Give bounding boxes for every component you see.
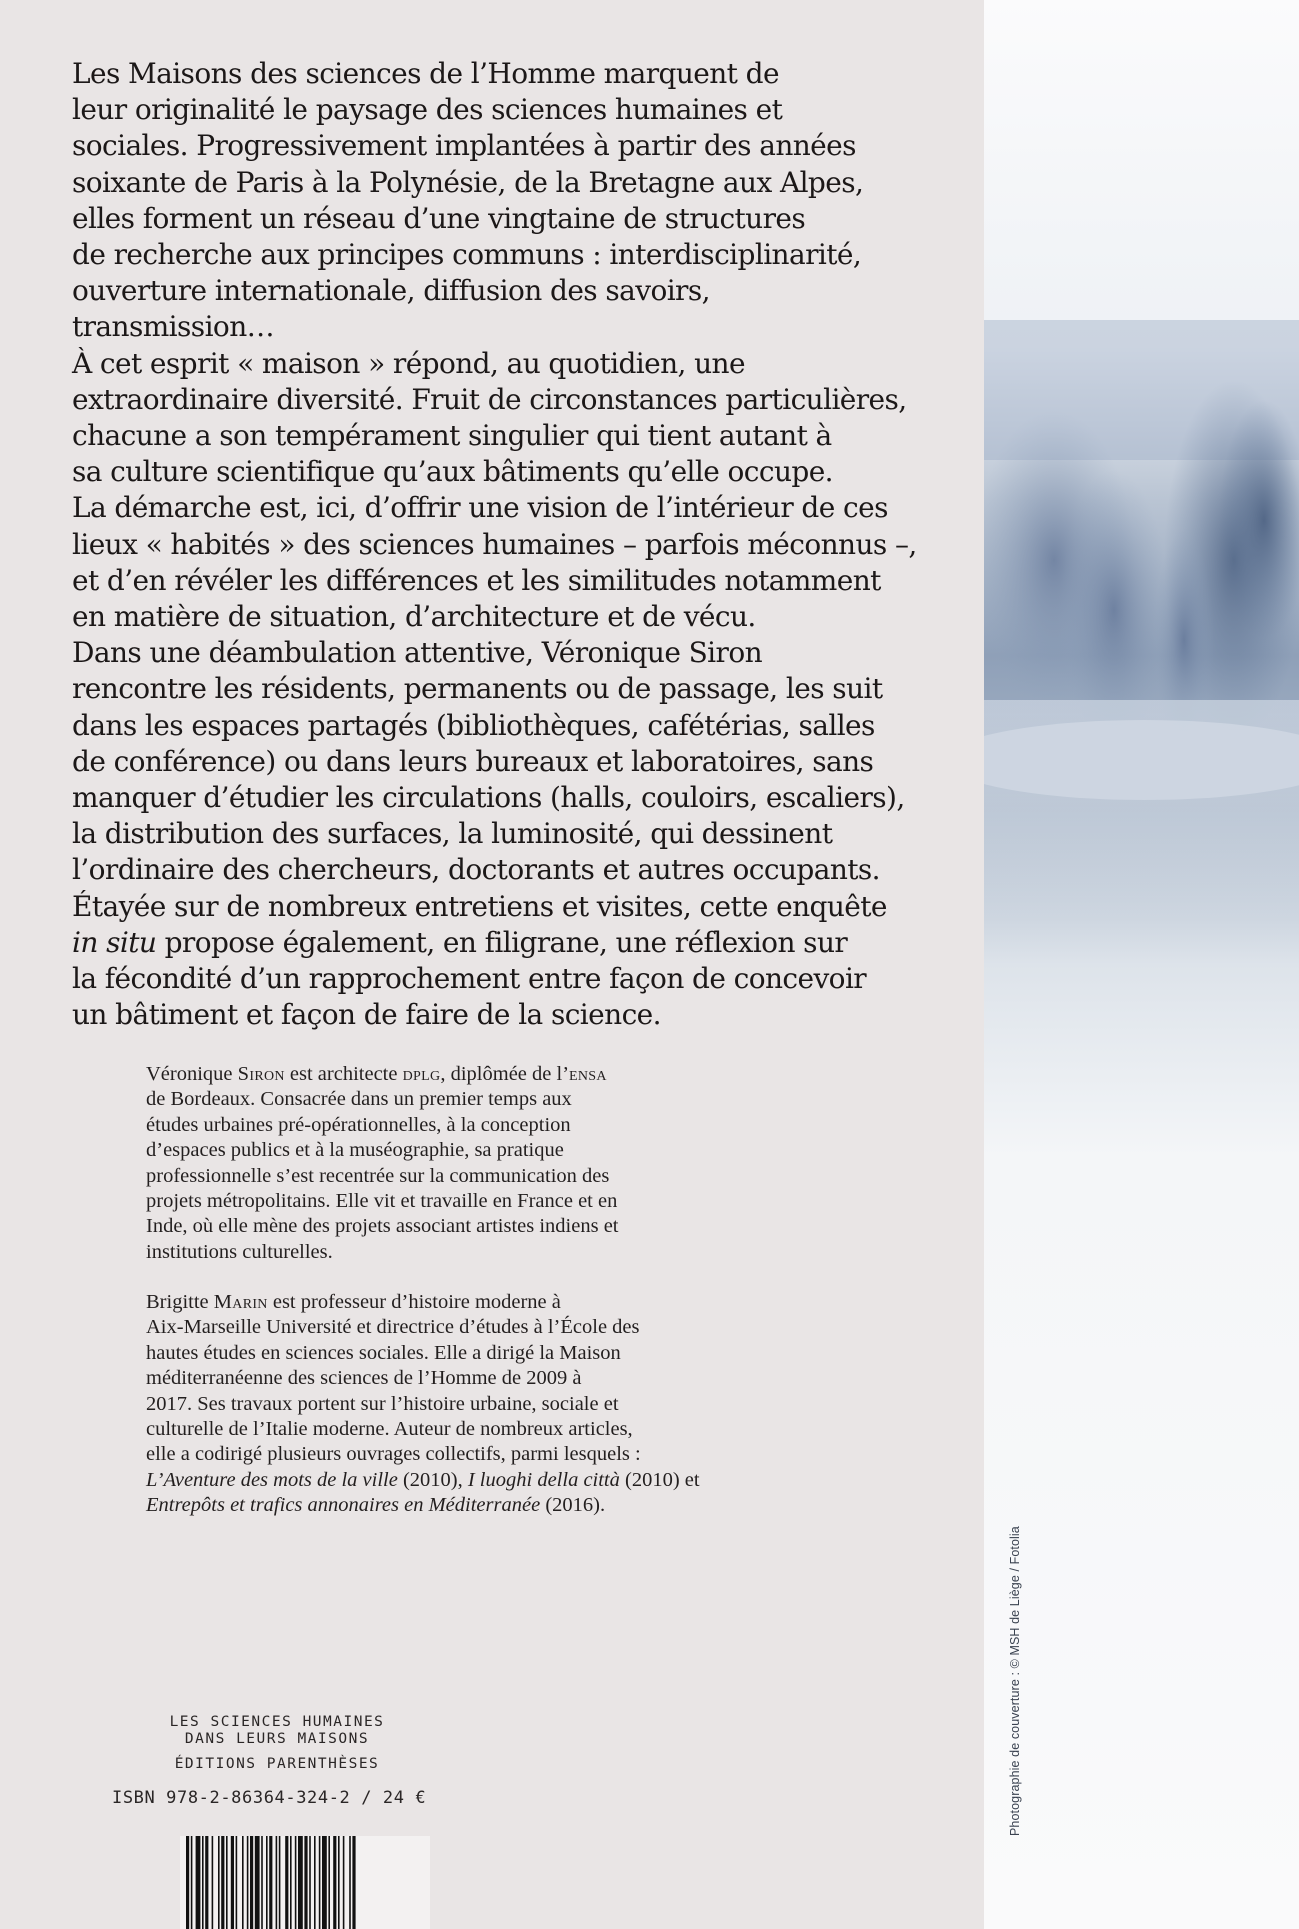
author-bio-siron: Véronique Siron est architecte dplg, diplômée de l’ensa de Bordeaux. Consacrée dans un premier temps aux études urbaines pré-opérationnelles, à la conception d’espaces publics et à la muséographie, sa pratique professionnelle s’est recentrée sur la communication des projets métropolitains. Elle vit et travaille en France et en Inde, où elle mène des projets associant artistes indiens et institutions culturelles. [146, 1063, 619, 1263]
series-title-2: DANS LEURS MAISONS [184, 1731, 370, 1747]
paragraph-5: Étayée sur de nombreux entretiens et visites, cette enquête in situ propose également, en filigrane, une réflexion sur la fécondité d’un rapprochement entre façon de concevoir un bâtiment et façon de faire de la science. [72, 889, 887, 1032]
author-name: Marin [213, 1291, 268, 1313]
photo-credit: Photographie de couverture : © MSH de Liège / Fotolia [1008, 1526, 1022, 1836]
author-bio-marin: Brigitte Marin est professeur d’histoire moderne à Aix-Marseille Université et directrice d’études à l’École des hautes études en sciences sociales. Elle a dirigé la Maison méditerranéenne des sciences de l’Homme de 2009 à 2017. Ses travaux portent sur l’histoire urbaine, sociale et culturelle de l’Italie moderne. Auteur de nombreux articles, elle a codirigé plusieurs ouvrages collectifs, parmi lesquels : L’Aventure des mots de la ville (2010), I luoghi della città (2010) et Entrepôts et trafics annonaires en Méditerranée (2016). [146, 1291, 700, 1517]
series-title-1: LES SCIENCES HUMAINES [169, 1714, 385, 1730]
author-name: Siron [237, 1063, 285, 1085]
barcode-graphic [180, 1836, 430, 1929]
paragraph-1: Les Maisons des sciences de l’Homme marquent de leur originalité le paysage des sciences humaines et sociales. Progressivement implantées à partir des années soixante de Paris à la Polynésie, de la Bretagne aux Alpes, elles forment un réseau d’une vingtaine de structures de recherche aux principes communs : interdisciplinarité, ouverture internationale, diffusion des savoirs, transmission… [72, 57, 864, 344]
cover-photo-strip [984, 0, 1299, 1929]
imprint-block [112, 1714, 442, 1807]
main-description [72, 56, 972, 1033]
publisher-name: ÉDITIONS PARENTHÈSES [174, 1756, 380, 1772]
paragraph-3: La démarche est, ici, d’offrir une vision de l’intérieur de ces lieux « habités » des sciences humaines – parfois méconnus –, et d’en révéler les différences et les similitudes notamment en matière de situation, d’architecture et de vécu. [72, 491, 917, 634]
paragraph-2: À cet esprit « maison » répond, au quotidien, une extraordinaire diversité. Fruit de circonstances particulières, chacune a son tempérament singulier qui tient autant à sa culture scientifique qu’aux bâtiments qu’elle occupe. [72, 346, 907, 489]
paragraph-4: Dans une déambulation attentive, Véronique Siron rencontre les résidents, permanents ou de passage, les suit dans les espaces partagés (bibliothèques, cafétérias, salles de conférence) ou dans leurs bureaux et laboratoires, sans manquer d’étudier les circulations (halls, couloirs, escaliers), la distribution des surfaces, la luminosité, qui dessinent l’ordinaire des chercheurs, doctorants et autres occupants. [72, 636, 905, 887]
isbn-price: ISBN 978-2-86364-324-2 / 24 € [112, 1788, 427, 1808]
